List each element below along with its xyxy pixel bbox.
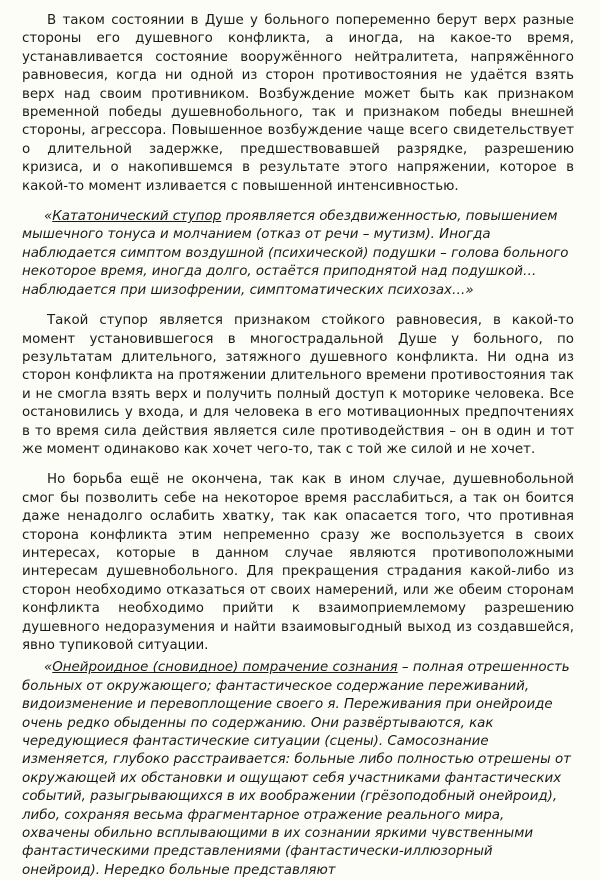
term-oneiroid: Онейроидное (сновидное) помрачение сознания <box>52 660 398 676</box>
quote-catatonic-stupor <box>22 208 574 300</box>
paragraph-struggle: Но борьба ещё не окончена, так как в ином случае, душевнобольной смог бы позволить себе на некоторое время расслабиться, а так он боится даже ненадолго ослабить хватку, так как опасается того, что противная сторона конфликта этим непременно сразу же воспользуется в своих интересах, которые в данном случае являются противоположными интересам душевнобольного. Для прекращения страдания какой-либо из сторон необходимо отказаться от своих намерений, или же обеим сторонам конфликта необходимо прийти к взаимоприемлемому разрешению душевного недоразумения и найти взаимовыгодный выход из создавшейся, явно тупиковой ситуации. <box>22 472 574 653</box>
quote-open-mark: « <box>44 660 53 676</box>
quote-oneiroid <box>22 659 574 880</box>
quote-open-mark: « <box>44 209 53 225</box>
quote-oneiroid-text: – полная отрешенность больных от окружающего; фантастическое содержание переживаний, видоизменение и перевоплощение своего я. Переживания при онейроиде очень редко обыденны по содержанию. Они развёртываются, как чередующиеся фантастические ситуации (сцены). Самосознание изменяется, глубоко расстраивается: больные либо полностью отрешены от окружающей их обстановки и ощущают себя участниками фантастических событий, разыгрывающихся в их воображении (грёзоподобный онейроид), либо, сохраняя весьма фрагментарное отражение реального мира, охвачены обильно всплывающими в их сознании яркими чувственными фантастическими представлениями (фантастически-иллюзорный онейроид). Нередко больные представляют <box>22 660 571 878</box>
quote-catatonic-text: проявляется обездвиженностью, повышением мышечного тонуса и молчанием (отказ от речи – мутизм). Иногда наблюдается симптом воздушной (психической) подушки – голова больного некоторое время, иногда долго, остаётся приподнятой над подушкой… наблюдается при шизофрении, симптоматических психозах…» <box>22 209 569 298</box>
paragraph-excitement: В таком состоянии в Душе у больного попеременно берут верх разные стороны его душевного конфликта, а иногда, на какое-то время, устанавливается состояние вооружённого нейтралитета, напряжённого равновесия, когда ни одной из сторон противостояния не удаётся взять верх над своим противником. Возбуждение может быть как признаком временной победы душевнобольного, так и признаком победы внешней стороны, агрессора. Повышенное возбуждение чаще всего свидетельствует о длительной задержке, предшествовавшей разрядке, разрешению кризиса, и о накопившемся в результате этого напряжении, которое в какой-то момент изливается с повышенной интенсивностью. <box>22 13 574 194</box>
term-catatonic-stupor: Кататонический ступор <box>52 209 222 225</box>
paragraph-stupor-equilibrium: Такой ступор является признаком стойкого равновесия, в какой-то момент установившегося в многострадальной Душе у больного, по результатам длительного, затяжного душевного конфликта. Ни одна из сторон конфликта на протяжении длительного времени противостояния так и не смогла взять верх и получить полный доступ к моторике человека. Все остановились у входа, и для человека в его мотивационных предпочтениях в то время сила действия является силе противодействия – он в один и тот же момент одинаково как хочет чего-то, так с той же силой и не хочет. <box>22 313 574 457</box>
